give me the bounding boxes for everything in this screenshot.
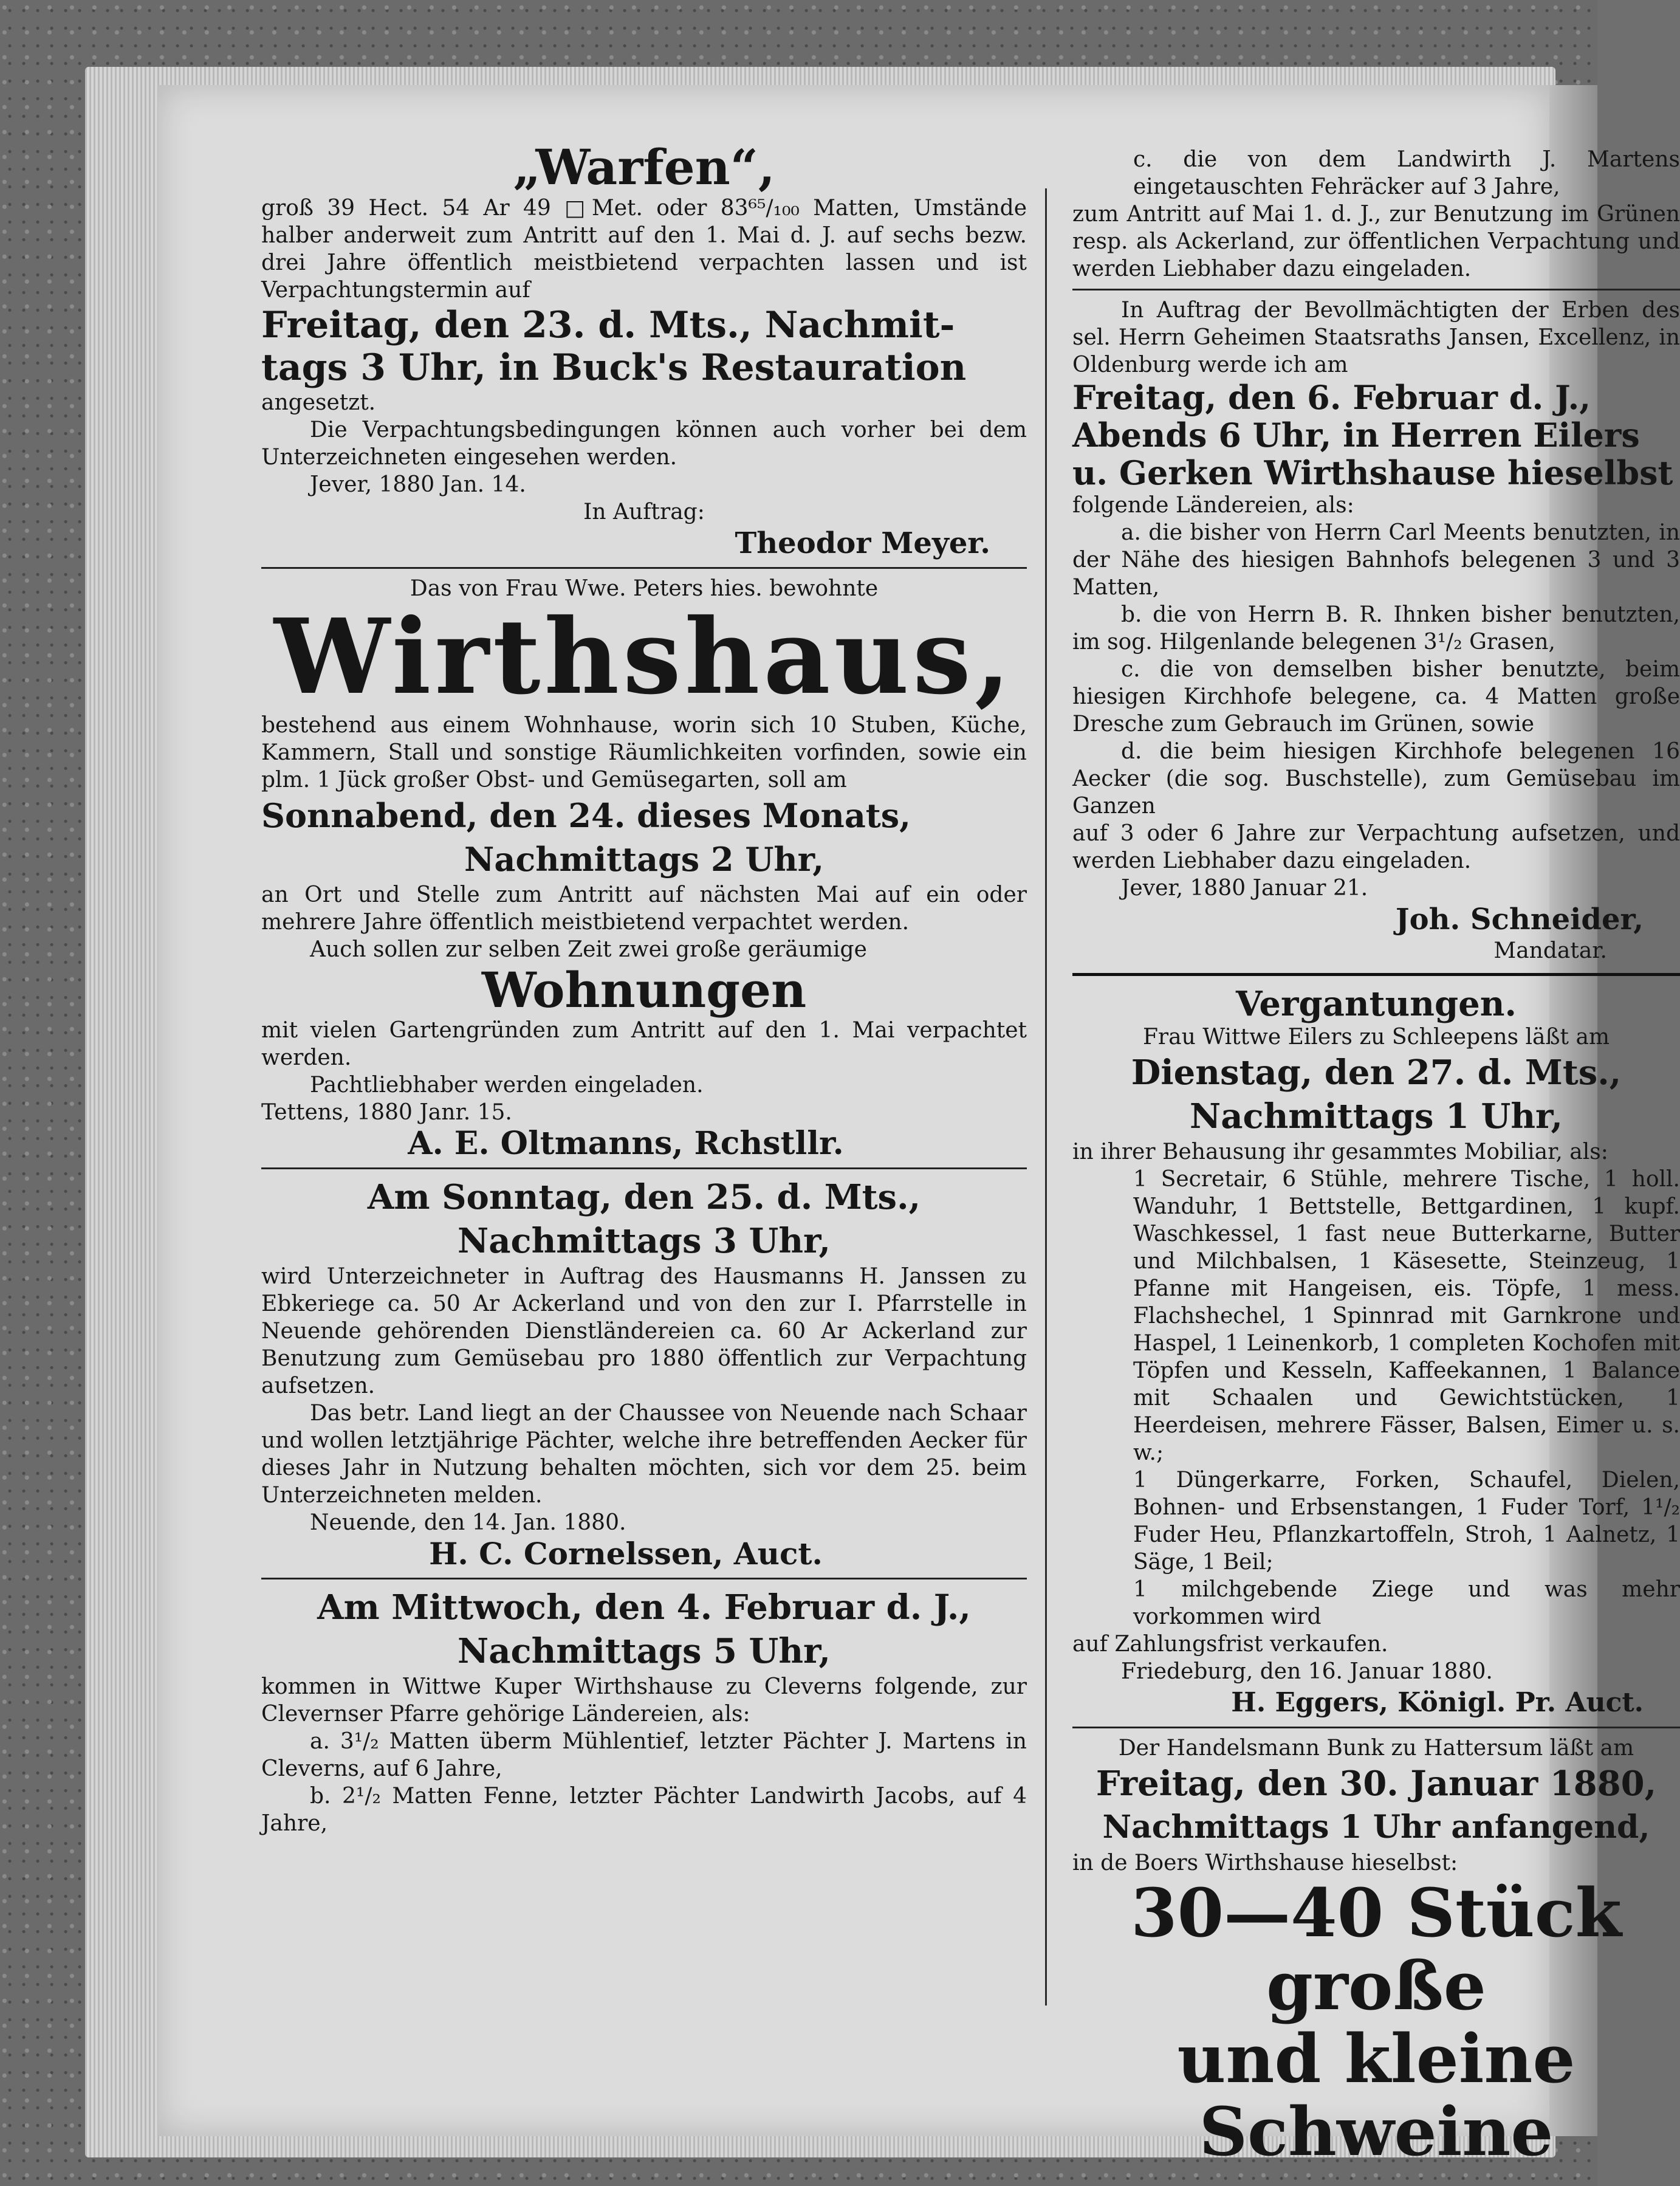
ad-date-line: Nachmittags 3 Uhr,	[458, 1221, 831, 1261]
ad-date-line: u. Gerken Wirthshause hieselbst	[1072, 453, 1673, 492]
ad-headline: und kleine Schweine	[1177, 2019, 1575, 2171]
ad-sonntag	[261, 1175, 1027, 1572]
ad-jansen	[1072, 297, 1680, 964]
ad-body: auf Zahlungsfrist verkaufen.	[1072, 1632, 1388, 1657]
ad-signature-title: Mandatar.	[1493, 938, 1607, 963]
ad-list-item: a. 3¹/₂ Matten überm Mühlentief, letzter Pächter J. Martens in Cleverns, auf 6 Jahre,	[261, 1729, 1027, 1781]
ad-signature: A. E. Oltmanns, Rchstllr.	[408, 1125, 844, 1162]
ad-cleverns-continued	[1072, 146, 1680, 283]
ad-body: in de Boers Wirthshause hieselbst:	[1072, 1851, 1458, 1875]
ad-headline: Wohnungen	[481, 961, 807, 1019]
ad-body: zum Antritt auf Mai 1. d. J., zur Benutzung im Grünen resp. als Ackerland, zur öffentlichen Verpachtung und werden Liebhaber dazu eingeladen.	[1072, 202, 1680, 281]
ad-text: Pachtliebhaber werden eingeladen.	[310, 1073, 704, 1098]
ad-date-line: Nachmittags 2 Uhr,	[464, 840, 825, 879]
ad-date-line: tags 3 Uhr, in Buck's Restauration	[261, 346, 967, 389]
ad-list: 1 Düngerkarre, Forken, Schaufel, Dielen, Bohnen- und Erbsenstangen, 1 Fuder Torf, 1¹/₂ Fuder Heu, Pflanzkartoffeln, Stroh, 1 Aalnetz, 1 Säge, 1 Beil;	[1133, 1468, 1680, 1575]
ad-separator	[1072, 1727, 1680, 1728]
ad-date-line: Sonnabend, den 24. dieses Monats,	[261, 796, 911, 835]
ad-date-line: Nachmittags 5 Uhr,	[458, 1631, 831, 1671]
ad-signature: H. C. Cornelssen, Auct.	[429, 1536, 823, 1572]
ad-body: in ihrer Behausung ihr gesammtes Mobiliar, als:	[1072, 1139, 1608, 1164]
ad-headline: 30—40 Stück große	[1131, 1874, 1622, 2025]
ad-body: bestehend aus einem Wohnhause, worin sich 10 Stuben, Küche, Kammern, Stall und sonstige Räumlichkeiten vorfinden, sowie ein plm. 1 Jück großer Obst- und Gemüsegarten, soll am	[261, 713, 1027, 792]
ad-mittwoch	[261, 1586, 1027, 1837]
ad-intro: Der Handelsmann Bunk zu Hattersum läßt am	[1118, 1736, 1634, 1761]
ad-date-line: Am Sonntag, den 25. d. Mts.,	[367, 1177, 921, 1217]
ad-place-date: Neuende, den 14. Jan. 1880.	[310, 1510, 626, 1535]
ad-wirthshaus	[261, 575, 1027, 1161]
ad-place-date: Tettens, 1880 Janr. 15.	[261, 1100, 512, 1125]
ad-place-date: Jever, 1880 Jan. 14.	[310, 472, 526, 497]
ad-signature: Theodor Meyer.	[735, 526, 990, 560]
ad-separator	[1072, 973, 1680, 976]
ad-body: kommen in Wittwe Kuper Wirthshause zu Cleverns folgende, zur Clevernser Pfarre gehörige Ländereien, als:	[261, 1674, 1027, 1727]
ad-signature: Joh. Schneider,	[1395, 902, 1644, 937]
ad-text: folgende Ländereien, als:	[1072, 493, 1354, 518]
ad-schweine	[1072, 1734, 1680, 2171]
ad-intro: Das von Frau Wwe. Peters hies. bewohnte	[410, 576, 879, 601]
section-title: Vergantungen.	[1236, 984, 1517, 1024]
ad-text: angesetzt.	[261, 390, 376, 415]
ad-date-line: Nachmittags 1 Uhr anfangend,	[1102, 1809, 1650, 1846]
ad-date-line: Am Mittwoch, den 4. Februar d. J.,	[317, 1587, 971, 1627]
ad-body: groß 39 Hect. 54 Ar 49 □Met. oder 83⁶⁵/₁₀₀ Matten, Umstände halber anderweit zum Antritt auf den 1. Mai d. J. auf sechs bezw. drei Jahre öffentlich meistbietend verpachten lassen und ist Verpachtungstermin auf	[261, 196, 1027, 303]
ad-headline: Wirthshaus,	[273, 596, 1015, 718]
ad-place-date: Friedeburg, den 16. Januar 1880.	[1121, 1659, 1493, 1684]
ad-separator	[261, 1167, 1027, 1169]
ad-text: In Auftrag:	[583, 500, 705, 524]
ad-intro: Frau Wittwe Eilers zu Schleepens läßt am	[1142, 1025, 1610, 1050]
ad-date-line: Freitag, den 30. Januar 1880,	[1095, 1764, 1657, 1804]
ad-date-line: Freitag, den 23. d. Mts., Nachmit-	[261, 304, 955, 346]
right-column	[1072, 146, 1680, 2171]
ad-place-date: Jever, 1880 Januar 21.	[1121, 876, 1368, 901]
ad-signature: H. Eggers, Königl. Pr. Auct.	[1231, 1687, 1644, 1718]
column-divider	[1045, 188, 1047, 2006]
ad-warfen	[261, 140, 1027, 561]
ad-list: 1 Secretair, 6 Stühle, mehrere Tische, 1 holl. Wanduhr, 1 Bettstelle, Bettgardinen, 1 kupf. Waschkessel, 1 fast neue Butterkarne, Butter und Milchbalsen, 1 Käsesette, Steinzeug, 1 Pfanne mit Hangeisen, eis. Töpfe, 1 mess. Flachshechel, 1 Spinnrad mit Garnkrone und Haspel, 1 Leinenkorb, 1 completen Kochofen mit Töpfen und Kesseln, Kaffeekannen, 1 Balance mit Schaalen und Gewichtstücken, 1 Heerdeisen, mehrere Fässer, Balsen, Eimer u. s. w.;	[1133, 1167, 1680, 1465]
newspaper-page	[158, 85, 1680, 2171]
ad-body: auf 3 oder 6 Jahre zur Verpachtung aufsetzen, und werden Liebhaber dazu eingeladen.	[1072, 821, 1680, 873]
ad-text: Die Verpachtungsbedingungen können auch vorher bei dem Unterzeichneten eingesehen werden.	[261, 418, 1027, 470]
ad-separator	[1072, 289, 1680, 290]
ad-list-item: c. die von demselben bisher benutzte, beim hiesigen Kirchhofe belegene, ca. 4 Matten große Dresche zum Gebrauch im Grünen, sowie	[1072, 657, 1680, 737]
ad-date-line: Abends 6 Uhr, in Herren Eilers	[1072, 416, 1640, 455]
ad-vergantungen	[1072, 985, 1680, 1720]
ad-list-item: d. die beim hiesigen Kirchhofe belegenen 16 Aecker (die sog. Buschstelle), zum Gemüsebau im Ganzen	[1072, 739, 1680, 819]
ad-list-item: a. die bisher von Herrn Carl Meents benutzten, in der Nähe des hiesigen Bahnhofs belegenen 3 und 3 Matten,	[1072, 520, 1680, 600]
ad-body: an Ort und Stelle zum Antritt auf nächsten Mai auf ein oder mehrere Jahre öffentlich meistbietend verpachtet werden.	[261, 882, 1027, 935]
left-column	[261, 140, 1027, 1837]
ad-body: mit vielen Gartengründen zum Antritt auf den 1. Mai verpachtet werden.	[261, 1018, 1027, 1070]
ad-separator	[261, 1578, 1027, 1579]
ad-separator	[261, 567, 1027, 569]
ad-body: Das betr. Land liegt an der Chaussee von Neuende nach Schaar und wollen letztjährige Pächter, welche ihre betreffenden Aecker für dieses Jahr in Nutzung behalten möchten, sich vor dem 25. beim Unterzeichneten melden.	[261, 1401, 1027, 1508]
ad-list-item: b. die von Herrn B. R. Ihnken bisher benutzten, im sog. Hilgenlande belegenen 3¹/₂ Grasen,	[1072, 602, 1680, 655]
ad-list-item: c. die von dem Landwirth J. Martens eingetauschten Fehräcker auf 3 Jahre,	[1133, 147, 1680, 199]
ad-list: 1 milchgebende Ziege und was mehr vorkommen wird	[1133, 1577, 1680, 1629]
ad-title: „Warfen“,	[513, 139, 775, 196]
ad-list-item: b. 2¹/₂ Matten Fenne, letzter Pächter Landwirth Jacobs, auf 4 Jahre,	[261, 1784, 1027, 1836]
ad-date-line: Freitag, den 6. Februar d. J.,	[1072, 378, 1591, 417]
ad-body: wird Unterzeichneter in Auftrag des Hausmanns H. Janssen zu Ebkeriege ca. 50 Ar Ackerland und von den zur I. Pfarrstelle in Neuende gehörenden Dienstländereien ca. 60 Ar Ackerland zur Benutzung zum Gemüsebau pro 1880 öffentlich zur Verpachtung aufsetzen.	[261, 1264, 1027, 1398]
ad-text: Auch sollen zur selben Zeit zwei große geräumige	[310, 937, 867, 962]
ad-date-line: Dienstag, den 27. d. Mts.,	[1131, 1053, 1622, 1093]
ad-date-line: Nachmittags 1 Uhr,	[1190, 1096, 1563, 1136]
ad-body: In Auftrag der Bevollmächtigten der Erben des sel. Herrn Geheimen Staatsraths Jansen, Excellenz, in Oldenburg werde ich am	[1072, 298, 1680, 377]
